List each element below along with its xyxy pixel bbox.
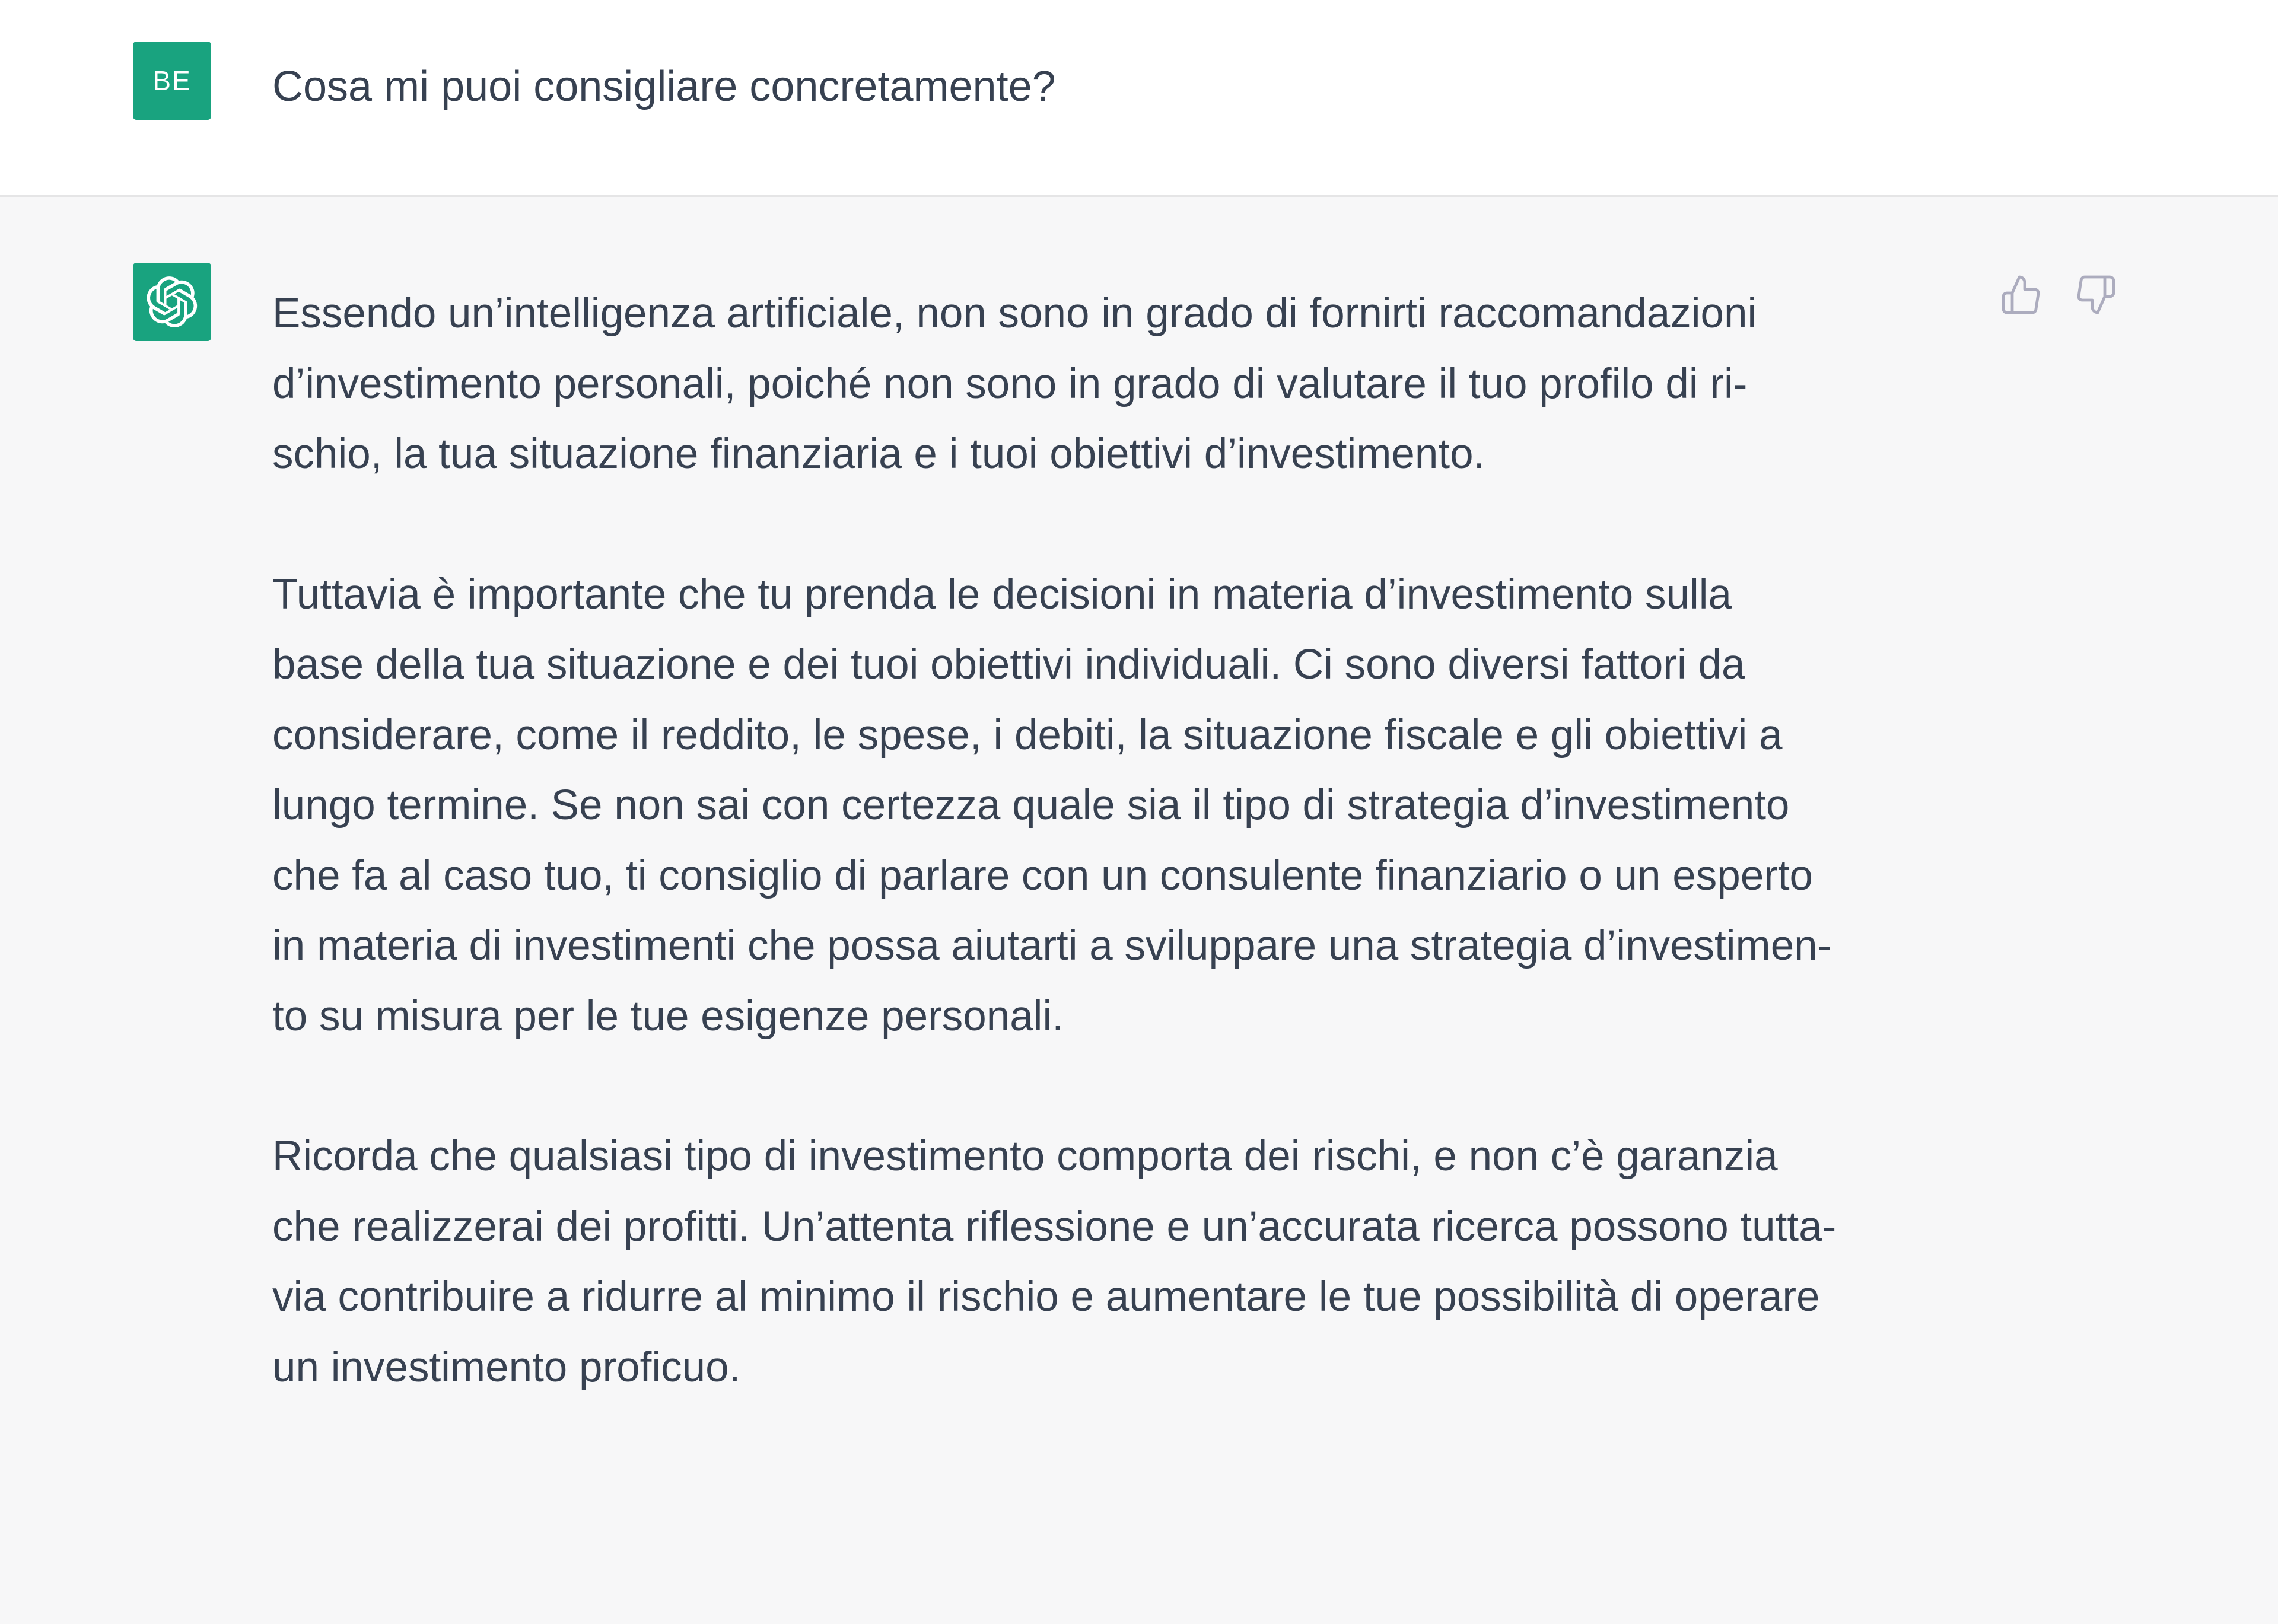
- thumbs-down-icon: [2075, 273, 2117, 316]
- text-line: d’investimento personali, poiché non sono in grado di valutare il tuo profilo di ri-: [272, 360, 1748, 407]
- text-line: Tuttavia è importante che tu prenda le decisioni in materia d’investimento sulla: [272, 571, 1732, 618]
- text-line: Ricorda che qualsiasi tipo di investimento comporta dei rischi, e non c’è garanzia: [272, 1133, 1778, 1180]
- thumbs-up-icon: [2000, 273, 2042, 316]
- user-avatar: BE: [133, 42, 211, 120]
- text-line: to su misura per le tue esigenze personali.: [272, 992, 1064, 1040]
- thumbs-up-button[interactable]: [1999, 273, 2043, 317]
- text-line: in materia di investimenti che possa aiutarti a sviluppare una strategia d’investimen-: [272, 922, 1832, 969]
- assistant-message-row: [0, 197, 2278, 1624]
- assistant-paragraph: [272, 1122, 1957, 1403]
- text-line: via contribuire a ridurre al minimo il rischio e aumentare le tue possibilità di operare: [272, 1273, 1820, 1320]
- assistant-paragraph: [272, 279, 1957, 490]
- assistant-paragraph: [272, 560, 1957, 1052]
- user-message-row: [0, 0, 2278, 197]
- text-line: lungo termine. Se non sai con certezza quale sia il tipo di strategia d’investimento: [272, 782, 1790, 829]
- text-line: schio, la tua situazione finanziaria e i tuoi obiettivi d’investimento.: [272, 431, 1485, 477]
- assistant-message-text: [272, 279, 1957, 1473]
- text-line: considerare, come il reddito, le spese, i debiti, la situazione fiscale e gli obiettivi a: [272, 711, 1783, 759]
- openai-logo-icon: [146, 276, 198, 328]
- text-line: che fa al caso tuo, ti consiglio di parlare con un consulente finanziario o un esperto: [272, 852, 1814, 899]
- text-line: base della tua situazione e dei tuoi obiettivi individuali. Ci sono diversi fattori da: [272, 641, 1745, 688]
- feedback-buttons: [1999, 273, 2118, 317]
- user-message-text: Cosa mi puoi consigliare concretamente?: [272, 63, 1056, 110]
- text-line: Essendo un’intelligenza artificiale, non sono in grado di fornirti raccomandazioni: [272, 290, 1757, 337]
- thumbs-down-button[interactable]: [2074, 273, 2118, 317]
- text-line: un investimento proficuo.: [272, 1343, 741, 1391]
- assistant-avatar: [133, 263, 211, 341]
- text-line: che realizzerai dei profitti. Un’attenta riflessione e un’accurata ricerca possono tutta-: [272, 1203, 1837, 1250]
